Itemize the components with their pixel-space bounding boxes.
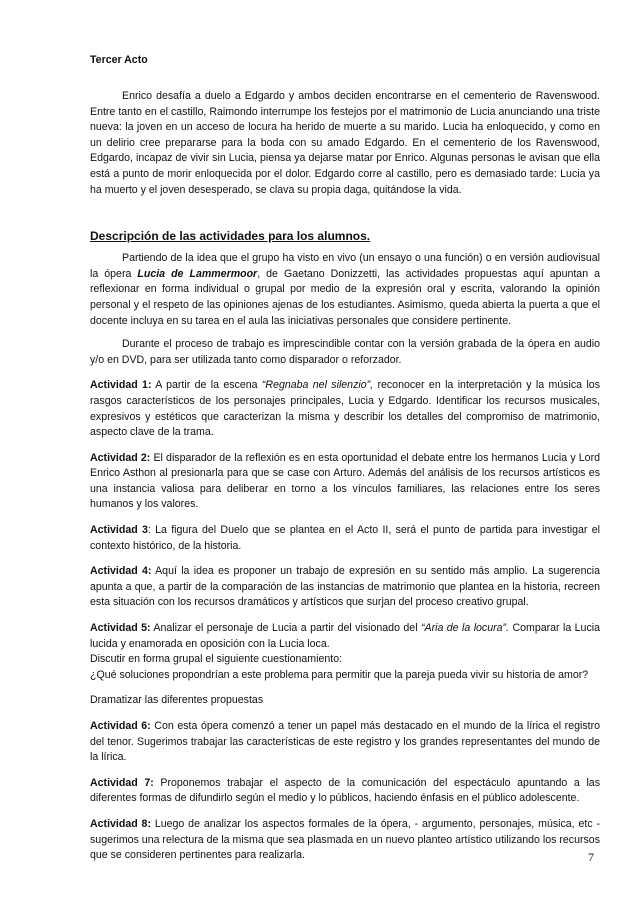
activity-2-text: El disparador de la reflexión es en esta oportunidad el debate entre los hermanos Lucia y Lord Enrico Asthon al presionarla para que se case con Arturo. Además del análisis de los recursos artísticos es una instancia valiosa para deliberar en torno a los vínculos familiares, las relaciones entre los seres humanos y los valores.: [90, 451, 600, 511]
dramatize-line: Dramatizar las diferentes propuestas: [90, 694, 264, 707]
activity-1: [90, 378, 600, 440]
activity-8-text: Luego de analizar los aspectos formales de la ópera, - argumento, personajes, música, etc - sugerimos una relectura de la misma que sea plasmada en un nuevo planteo artístico utilizando los recursos que se consideren pertinentes para realizarla.: [90, 817, 601, 862]
activity-5-line-2: Discutir en forma grupal el siguiente cuestionamiento:: [90, 653, 343, 666]
intro-paragraph-2: Durante el proceso de trabajo es imprescindible contar con la versión grabada de la ópera en audio y/o en DVD, para ser utilizada tanto como disparador o reforzador.: [90, 338, 600, 366]
opera-title: Lucia de Lammermoor: [137, 267, 258, 280]
activity-2: [90, 451, 600, 513]
activity-8-label: Actividad 8:: [90, 817, 151, 830]
activity-5-line-3: ¿Qué soluciones propondrían a este problema para permitir que la pareja pueda vivir su historia de amor?: [90, 668, 589, 681]
activity-3: [90, 523, 600, 554]
activity-1-text-a: A partir de la escena: [151, 379, 262, 392]
section-title-act3: Tercer Acto: [90, 54, 148, 66]
activity-6: [90, 719, 600, 766]
activity-6-label: Actividad 6:: [90, 720, 151, 732]
aria-title: “Aria de la locura”.: [420, 622, 510, 635]
activity-4-label: Actividad 4:: [90, 565, 152, 578]
activity-6-text: Con esta ópera comenzó a tener un papel más destacado en el mundo de la lírica el registro del tenor. Sugerimos trabajar las características de este registro y los grandes representantes del mundo de la lírica.: [90, 720, 601, 764]
activity-2-label: Actividad 2:: [90, 451, 151, 464]
activities-heading: Descripción de las actividades para los alumnos.: [90, 229, 371, 244]
act3-paragraph: Enrico desafía a duelo a Edgardo y ambos deciden encontrarse en el cementerio de Ravenswood. Entre tanto en el castillo, Raimondo interrumpe los festejos por el matrimonio de Lucia anunciando una triste nueva: la joven en un acceso de locura ha herido de muerte a su marido. Lucia ha enloquecido, y como en un delirio cree prepararse para la boda con su amado Edgardo. En el cementerio de los Ravenswood, Edgardo, incapaz de vivir sin Lucia, piensa ya dejarse matar por Enrico. Algunas personas le avisan que ella está a punto de morir enloquecida por el dolor. Edgardo corre al castillo, pero es demasiado tarde: Lucia ya ha muerto y el joven desesperado, se clava su propia daga, quitándose la vida.: [90, 90, 600, 196]
activity-3-label: Actividad 3: [90, 524, 148, 537]
activity-1-label: Actividad 1:: [90, 379, 152, 392]
page-number: 7: [588, 850, 594, 864]
activity-3-text: : La figura del Duelo que se plantea en el Acto II, será el punto de partida para investigar el contexto histórico, de la historia.: [90, 524, 600, 552]
activity-5: [90, 621, 600, 652]
intro-paragraph-1: [90, 251, 600, 329]
activity-5-text-b: Comparar la Lucia lucida y enamorada en oposición con la Lucia loca.: [90, 622, 600, 650]
activity-7-label: Actividad 7:: [90, 776, 154, 789]
activity-1-text-b: reconocer en la interpretación y la música los rasgos característicos de los personajes principales, Lucia y Edgardo. Identificar los recursos musicales, expresivos y estéticos que caracterizan la misma y describir los detalles del compromiso de matrimonio, aspecto clave de la trama.: [90, 379, 600, 439]
activity-7: [90, 776, 600, 807]
activity-5-label: Actividad 5:: [90, 622, 151, 635]
intro-p1-before: Partiendo de la idea que el grupo ha visto en vivo (un ensayo o una función) o en versión audiovisual la ópera: [90, 252, 600, 280]
document-page: [90, 54, 600, 864]
intro-p1-after: , de Gaetano Donizzetti, las actividades propuestas aquí apuntan a reflexionar en forma individual o grupal por medio de la expresión oral y escrita, valorando la opinión personal y el respeto de las opiniones ajenas de los estudiantes. Asimismo, queda abierta la puerta a que el docente incluya en su tarea en el aula las iniciativas personales que considere pertinente.: [90, 267, 600, 327]
activity-8: [90, 817, 600, 864]
activity-4: [90, 564, 600, 611]
scene-title: “Regnaba nel silenzio”,: [261, 379, 374, 392]
activity-5-text-a: Analizar el personaje de Lucia a partir del visionado del: [150, 622, 421, 635]
activity-7-text: Proponemos trabajar el aspecto de la comunicación del espectáculo apuntando a las diferentes formas de difundirlo según el medio y lo públicos, haciendo énfasis en el público adolescente.: [90, 776, 600, 805]
activity-4-text: Aquí la idea es proponer un trabajo de expresión en su sentido más amplio. La sugerencia apunta a que, a partir de la comparación de las instancias de matrimonio que plantea en la historia, recreen esta situación con los recursos dramáticos y artísticos que surjan del proceso creativo grupal.: [90, 565, 601, 609]
